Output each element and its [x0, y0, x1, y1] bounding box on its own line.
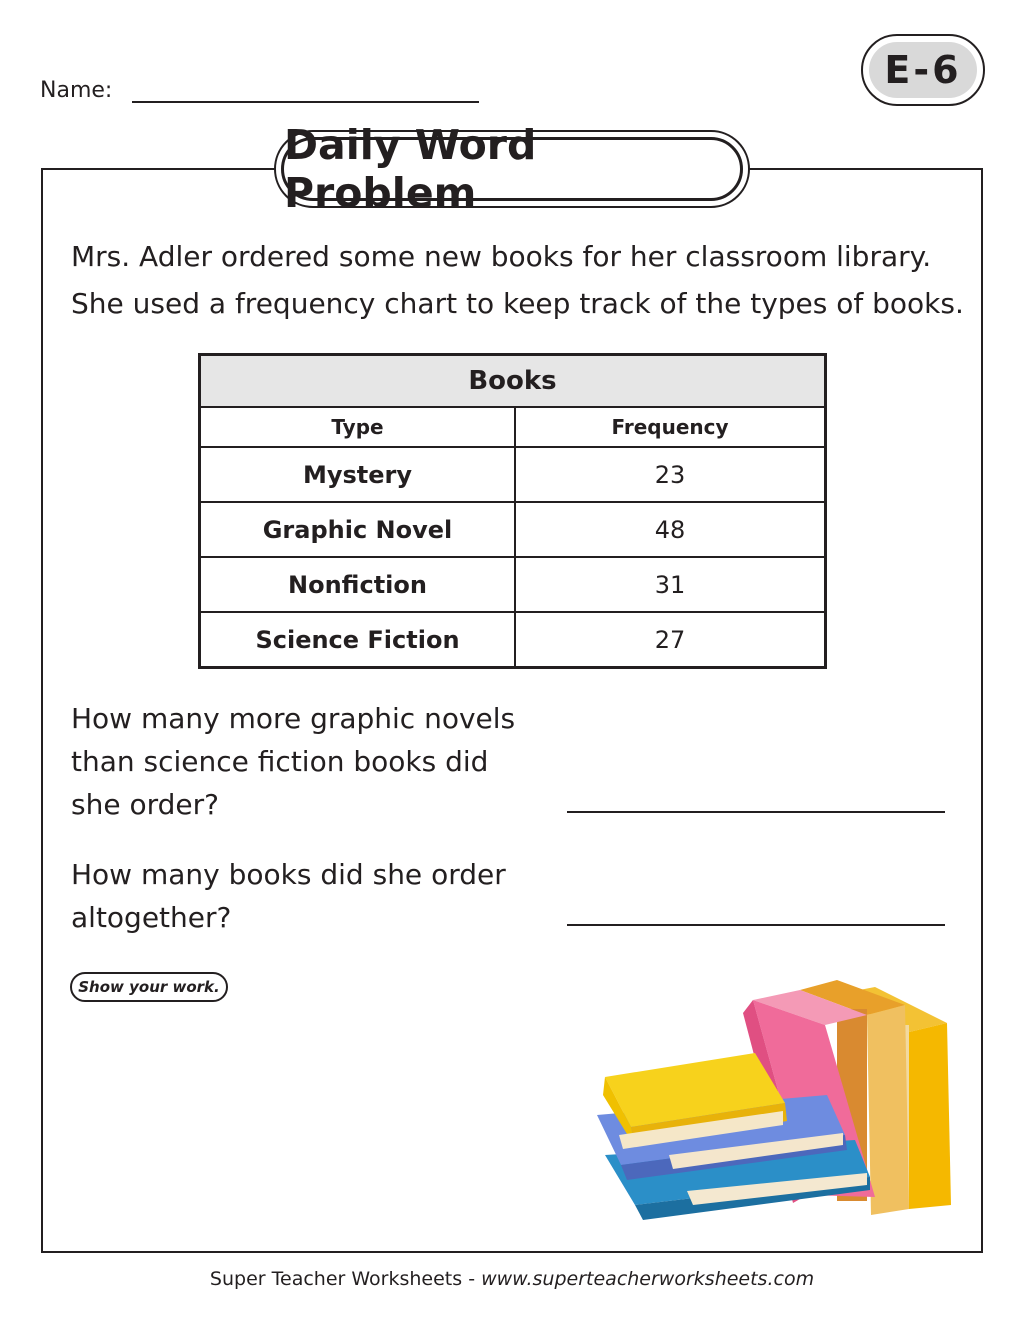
column-header-frequency: Frequency: [515, 407, 826, 447]
footer-separator: -: [462, 1268, 482, 1290]
question-1-line-1: How many more graphic novels: [71, 702, 516, 735]
frequency-cell: 31: [515, 557, 826, 612]
question-1-line-2: than science fiction books did: [71, 745, 489, 778]
name-input-line[interactable]: [132, 101, 479, 103]
answer-line-2[interactable]: [567, 924, 945, 926]
type-cell: Graphic Novel: [200, 502, 516, 557]
intro-text: [71, 233, 981, 327]
title-banner: [274, 121, 750, 217]
type-cell: Nonfiction: [200, 557, 516, 612]
frequency-cell: 23: [515, 447, 826, 502]
footer: [0, 1268, 1024, 1290]
frequency-cell: 48: [515, 502, 826, 557]
name-label: Name:: [40, 78, 113, 103]
intro-line-1: Mrs. Adler ordered some new books for her classroom library.: [71, 240, 932, 273]
answer-line-1[interactable]: [567, 811, 945, 813]
question-1-line-3: she order?: [71, 788, 219, 821]
worksheet-code-badge: [861, 34, 985, 106]
footer-brand: Super Teacher Worksheets: [209, 1268, 463, 1290]
table-caption: Books: [200, 355, 826, 408]
intro-line-2: She used a frequency chart to keep track of the types of books.: [71, 287, 964, 320]
show-work-label: Show your work.: [70, 972, 228, 1002]
table-row: [200, 502, 826, 557]
question-2-line-2: altogether?: [71, 901, 232, 934]
question-2: [71, 853, 551, 939]
stack-of-books-icon: [575, 965, 975, 1245]
frequency-table: [198, 353, 827, 669]
footer-url[interactable]: www.superteacherworksheets.com: [481, 1268, 815, 1290]
worksheet-code: E-6: [869, 42, 977, 98]
table-row: [200, 447, 826, 502]
frequency-cell: 27: [515, 612, 826, 668]
page-title: Daily Word Problem: [281, 137, 743, 201]
table-row: [200, 557, 826, 612]
question-2-line-1: How many books did she order: [71, 858, 506, 891]
type-cell: Mystery: [200, 447, 516, 502]
type-cell: Science Fiction: [200, 612, 516, 668]
table-row: [200, 612, 826, 668]
column-header-type: Type: [200, 407, 516, 447]
question-1: [71, 697, 551, 826]
